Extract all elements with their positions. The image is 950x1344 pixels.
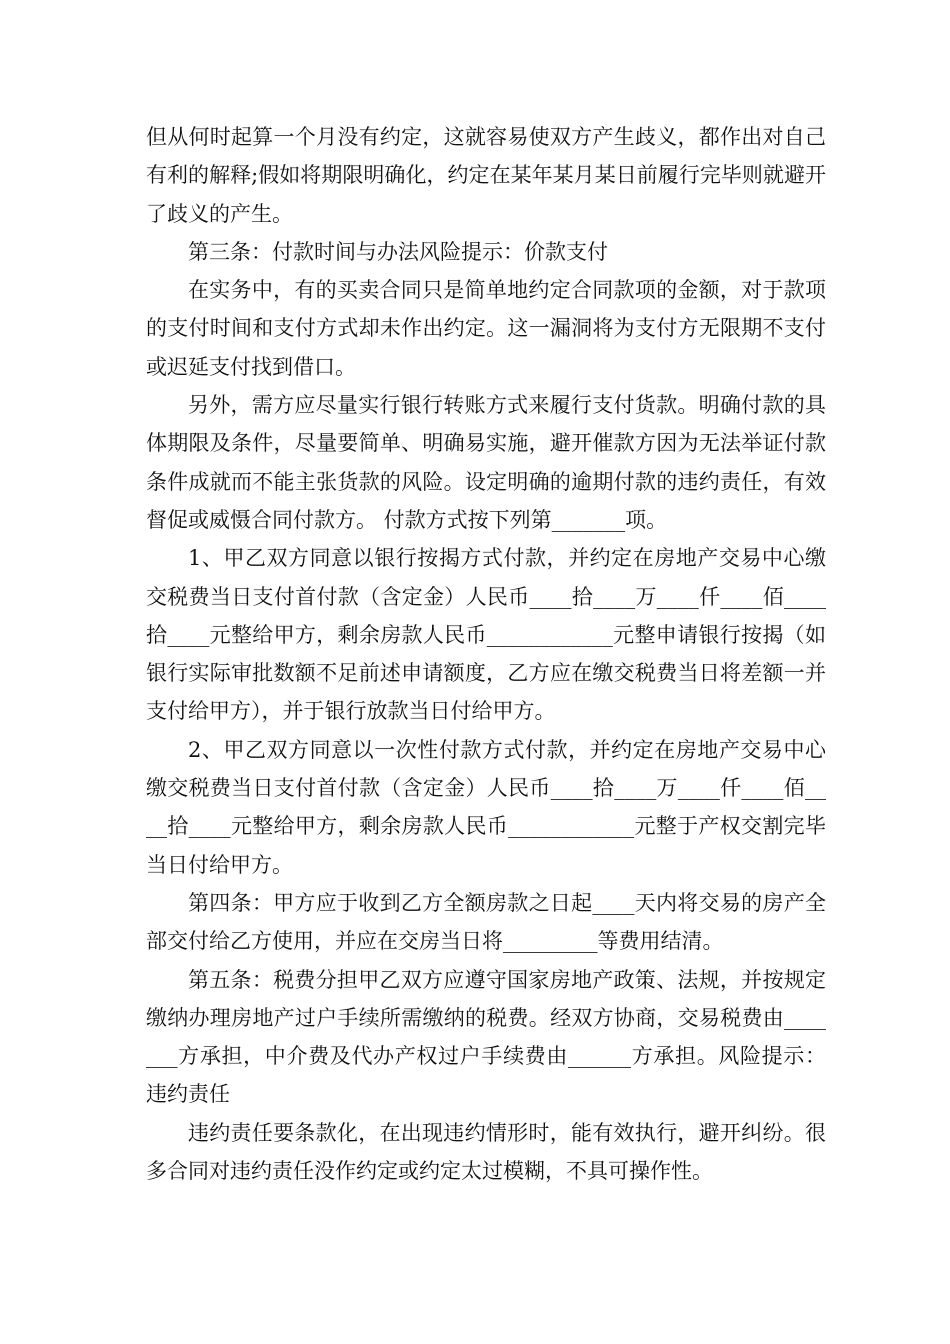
paragraph-8: 第五条：税费分担甲乙双方应遵守国家房地产政策、法规，并按规定缴纳办理房地产过户手续所需缴纳的税费。经双方协商，交易税费由_______方承担，中介费及代办产权过户手续费由______方承担。风险提示： 违约责任 (146, 967, 826, 1107)
paragraph-7: 第四条：甲方应于收到乙方全额房款之日起____天内将交易的房产全部交付给乙方使用，并应在交房当日将_________等费用结清。 (146, 890, 826, 954)
paragraph-5: 1、甲乙双方同意以银行按揭方式付款，并约定在房地产交易中心缴交税费当日支付首付款（含定金）人民币____拾____万____仟____佰____拾____元整给甲方，剩余房款人民币____________元整申请银行按揭（如银行实际审批数额不足前述申请额度，乙方应在缴交税费当日将差额一并支付给甲方），并于银行放款当日付给甲方。 (146, 546, 826, 724)
paragraph-6: 2、甲乙双方同意以一次性付款方式付款，并约定在房地产交易中心缴交税费当日支付首付款（含定金）人民币____拾____万____仟____佰____拾____元整给甲方，剩余房款人民币____________元整于产权交割完毕当日付给甲方。 (146, 737, 826, 877)
paragraph-4: 另外，需方应尽量实行银行转账方式来履行支付货款。明确付款的具体期限及条件，尽量要简单、明确易实施，避开催款方因为无法举证付款条件成就而不能主张货款的风险。设定明确的逾期付款的违约责任，有效督促或威慑合同付款方。 付款方式按下列第_______项。 (146, 393, 826, 532)
paragraph-2: 第三条：付款时间与办法风险提示：价款支付 (188, 239, 608, 264)
paragraph-3: 在实务中，有的买卖合同只是简单地约定合同款项的金额，对于款项的支付时间和支付方式却未作出约定。这一漏洞将为支付方无限期不支付或迟延支付找到借口。 (146, 278, 826, 379)
document-body (146, 118, 826, 1190)
paragraph-1: 但从何时起算一个月没有约定，这就容易使双方产生歧义，都作出对自己有利的解释;假如将期限明确化，约定在某年某月某日前履行完毕则就避开了歧义的产生。 (146, 125, 826, 226)
paragraph-9: 违约责任要条款化，在出现违约情形时，能有效执行，避开纠纷。很多合同对违约责任没作约定或约定太过模糊，不具可操作性。 (146, 1120, 826, 1184)
